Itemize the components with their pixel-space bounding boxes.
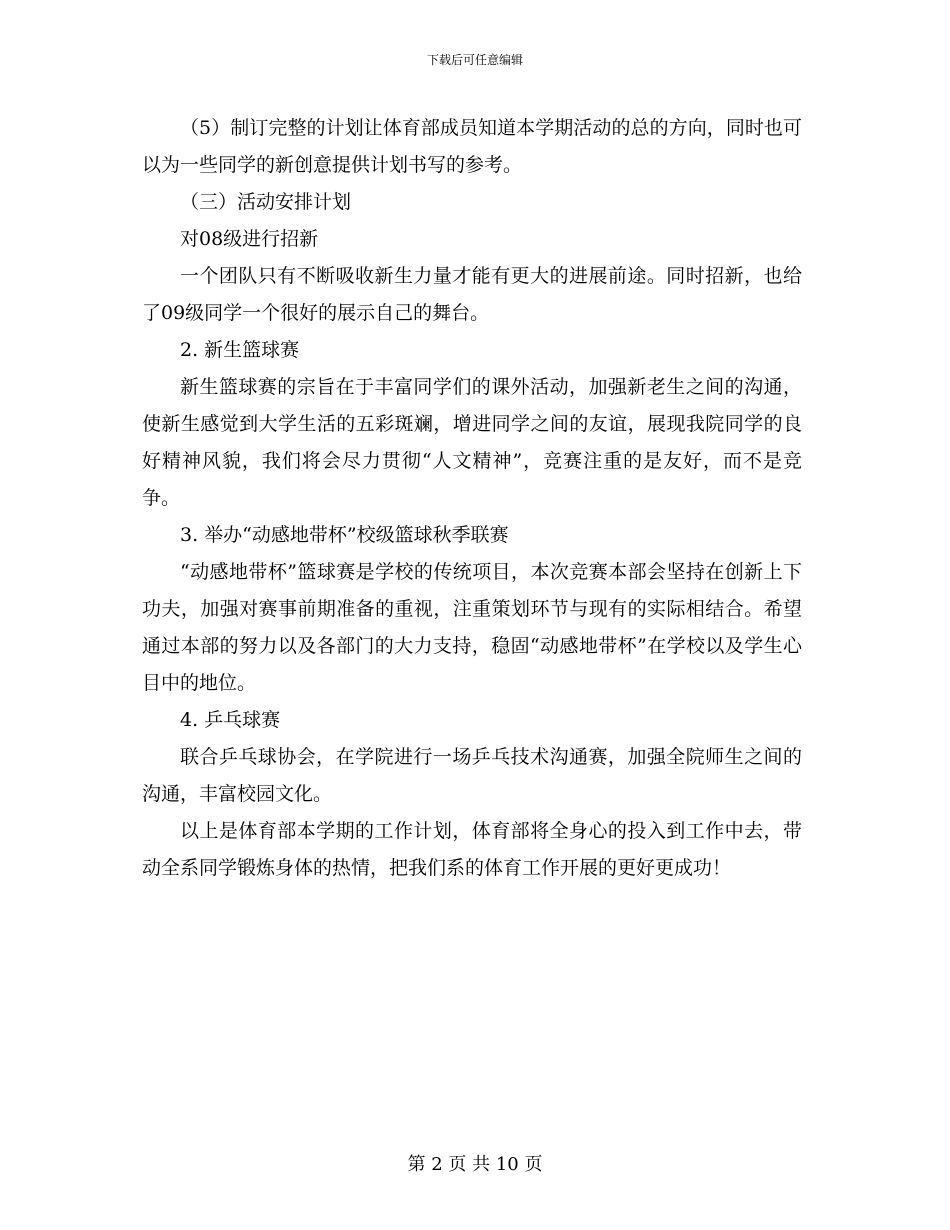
item-heading-freshman-basketball: 2. 新生篮球赛	[180, 339, 300, 361]
paragraph-conclusion: 以上是体育部本学期的工作计划，体育部将全身心的投入到工作中去，带动全系同学锻炼身体的热情，把我们系的体育工作开展的更好更成功！	[142, 820, 802, 879]
document-body	[142, 110, 802, 887]
paragraph-freshman-basketball: 新生篮球赛的宗旨在于丰富同学们的课外活动，加强新老生之间的沟通，使新生感觉到大学生活的五彩斑斓，增进同学之间的友谊，展现我院同学的良好精神风貌，我们将会尽力贯彻“人文精神”，竞赛注重的是友好，而不是竞争。	[142, 376, 802, 509]
section-heading-activity-plan: （三）活动安排计划	[180, 191, 352, 213]
item-heading-league: 3. 举办“动感地带杯”校级篮球秋季联赛	[180, 524, 509, 546]
page-number: 第 2 页 共 10 页	[407, 1154, 543, 1175]
item-heading-table-tennis: 4. 乒乓球赛	[180, 709, 281, 731]
item-heading-recruitment: 对08级进行招新	[180, 228, 319, 250]
paragraph-recruitment: 一个团队只有不断吸收新生力量才能有更大的进展前途。同时招新，也给了09级同学一个很好的展示自己的舞台。	[142, 265, 802, 324]
paragraph-league: “动感地带杯”篮球赛是学校的传统项目，本次竞赛本部会坚持在创新上下功夫，加强对赛事前期准备的重视，注重策划环节与现有的实际相结合。希望通过本部的努力以及各部门的大力支持，稳固“动感地带杯”在学校以及学生心目中的地位。	[142, 561, 802, 694]
paragraph-plan-purpose: （5）制订完整的计划让体育部成员知道本学期活动的总的方向，同时也可以为一些同学的新创意提供计划书写的参考。	[142, 117, 802, 176]
paragraph-table-tennis: 联合乒乓球协会，在学院进行一场乒乓技术沟通赛，加强全院师生之间的沟通，丰富校园文化。	[142, 746, 802, 805]
page-header: 下载后可任意编辑	[426, 53, 523, 67]
